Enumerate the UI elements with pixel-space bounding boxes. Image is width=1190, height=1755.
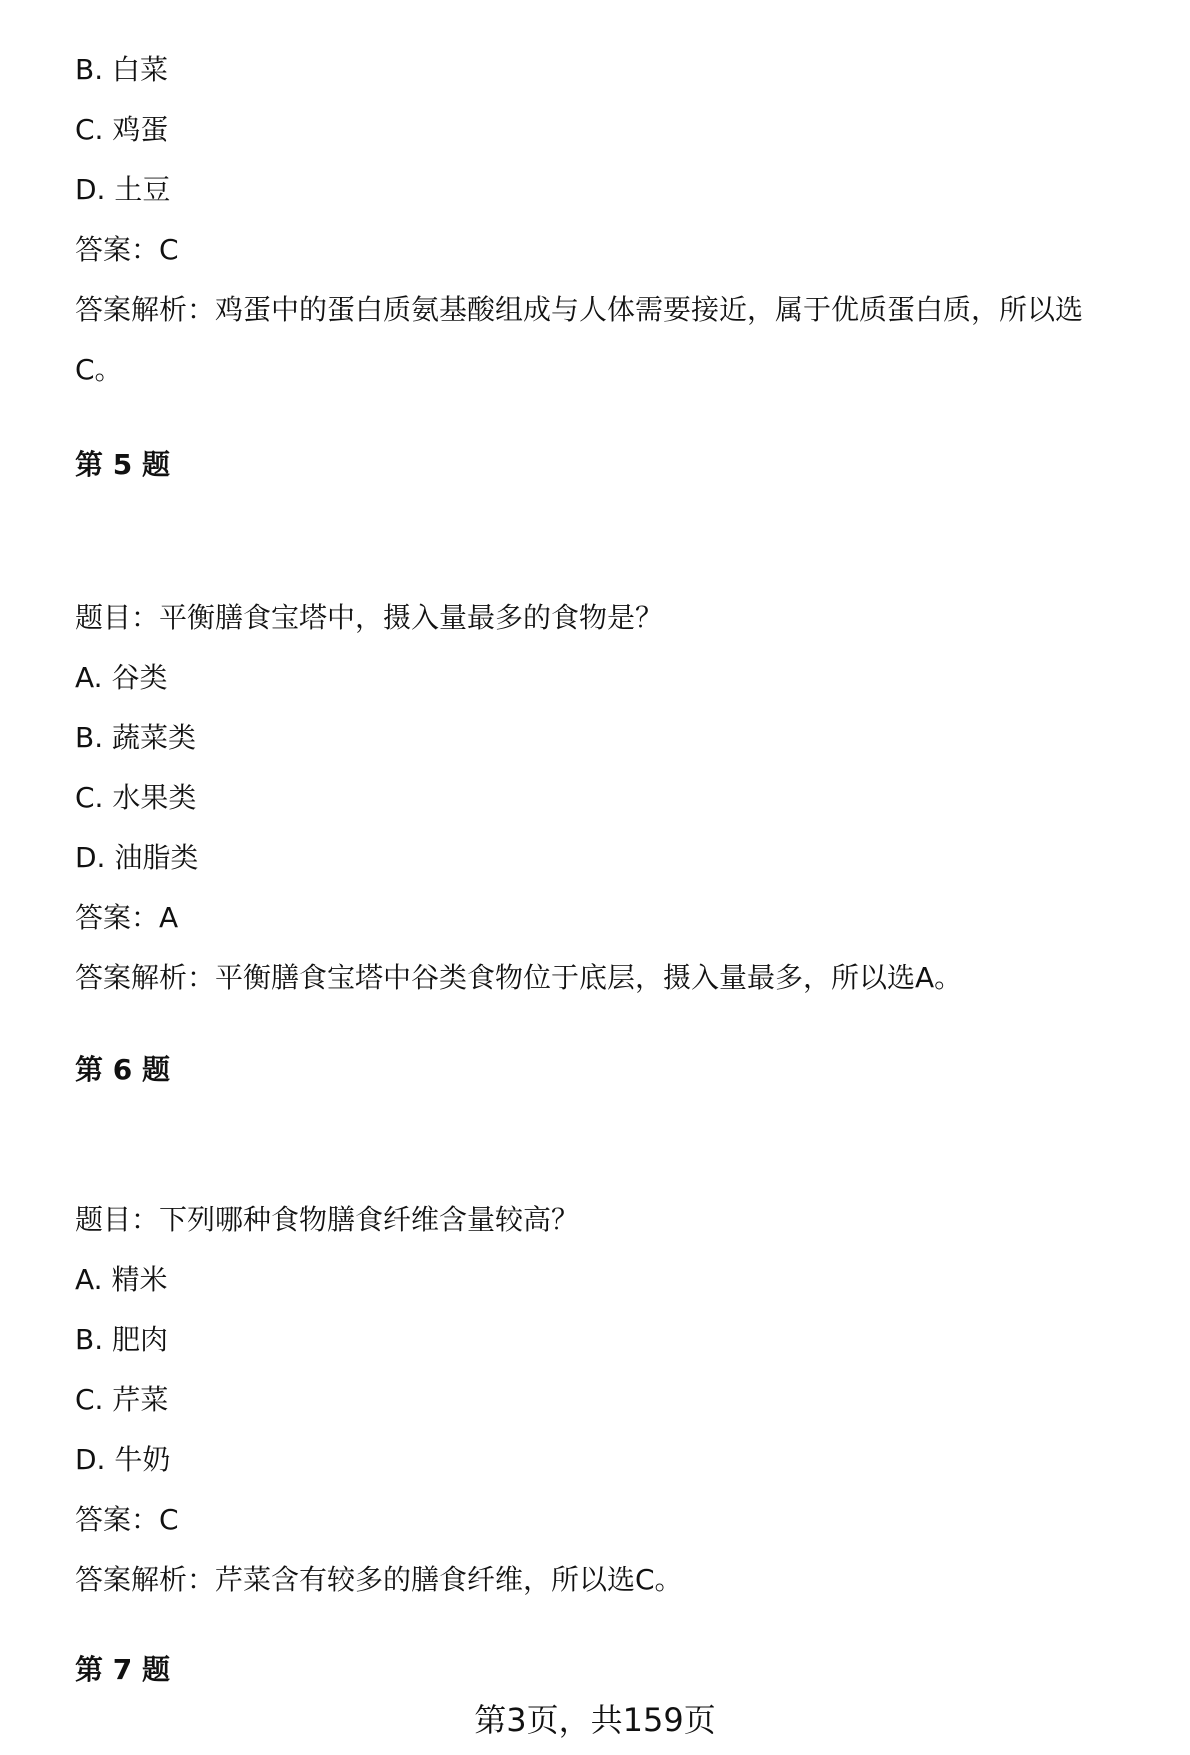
question-heading-6: 第 6 题 [75, 1053, 170, 1086]
explanation-line-2: C。 [75, 353, 123, 386]
answer: 答案：A [75, 901, 179, 934]
option-b: B. 蔬菜类 [75, 721, 197, 754]
page-number: 第3页，共159页 [474, 1701, 716, 1739]
explanation: 答案解析：平衡膳食宝塔中谷类食物位于底层，摄入量最多，所以选A。 [75, 961, 963, 994]
option-a: A. 精米 [75, 1263, 168, 1296]
option-c: C. 水果类 [75, 781, 197, 814]
question-heading-5: 第 5 题 [75, 448, 170, 481]
question-heading-7: 第 7 题 [75, 1653, 170, 1686]
option-a: A. 谷类 [75, 661, 168, 694]
option-b: B. 肥肉 [75, 1323, 169, 1356]
option-b: B. 白菜 [75, 53, 169, 86]
option-d: D. 油脂类 [75, 841, 199, 874]
option-c: C. 鸡蛋 [75, 113, 169, 146]
question-text-6: 题目：下列哪种食物膳食纤维含量较高？ [75, 1203, 580, 1236]
option-c: C. 芹菜 [75, 1383, 169, 1416]
explanation: 答案解析：芹菜含有较多的膳食纤维，所以选C。 [75, 1563, 683, 1596]
option-d: D. 土豆 [75, 173, 171, 206]
question-text-5: 题目：平衡膳食宝塔中，摄入量最多的食物是？ [75, 601, 664, 634]
answer: 答案：C [75, 1503, 179, 1536]
option-d: D. 牛奶 [75, 1443, 171, 1476]
answer: 答案：C [75, 233, 179, 266]
explanation-line-1: 答案解析：鸡蛋中的蛋白质氨基酸组成与人体需要接近，属于优质蛋白质，所以选 [75, 293, 1084, 326]
